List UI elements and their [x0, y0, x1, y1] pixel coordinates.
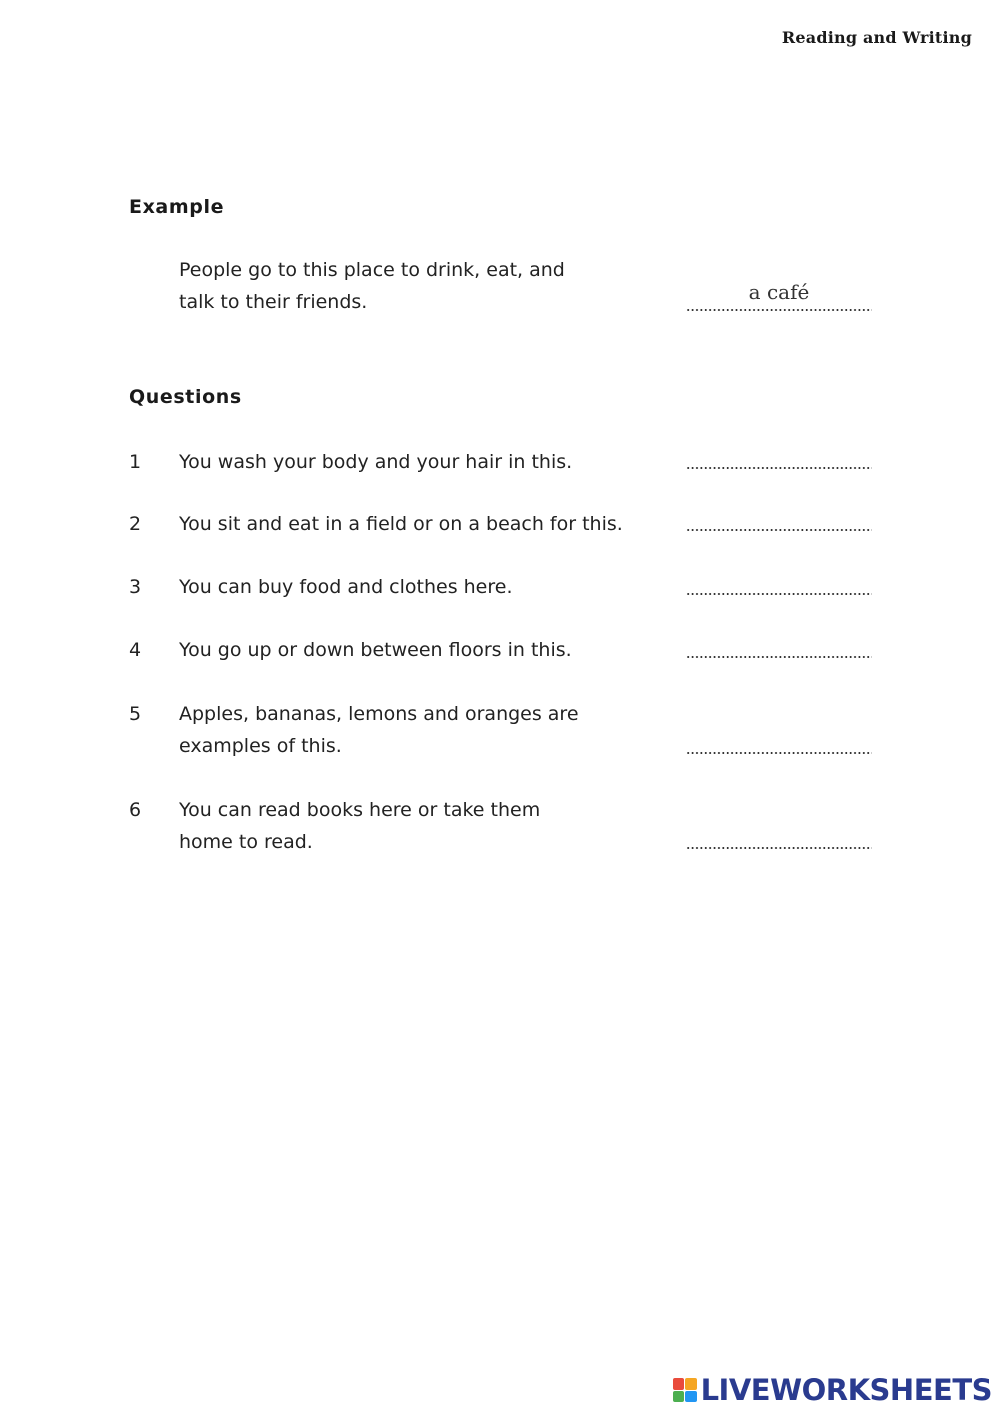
- question-number: 4: [129, 639, 142, 661]
- answer-line-4[interactable]: [686, 656, 872, 658]
- page-header-title: Reading and Writing: [781, 28, 972, 47]
- answer-line-3[interactable]: [686, 593, 872, 595]
- example-answer: a café: [748, 280, 810, 304]
- question-number: 3: [129, 576, 142, 598]
- example-line-2: talk to their friends.: [179, 291, 368, 313]
- liveworksheets-logo-icon: [673, 1378, 697, 1402]
- logo-square-icon: [685, 1391, 697, 1403]
- questions-heading: Questions: [129, 386, 242, 408]
- question-text: You can read books here or take them: [179, 799, 541, 821]
- question-text-continued: examples of this.: [179, 735, 342, 757]
- logo-square-icon: [673, 1378, 685, 1390]
- example-heading: Example: [129, 196, 225, 218]
- question-text: Apples, bananas, lemons and oranges are: [179, 703, 579, 725]
- question-number: 5: [129, 703, 142, 725]
- example-answer-line: [686, 309, 872, 311]
- question-text: You wash your body and your hair in this.: [179, 451, 573, 473]
- answer-line-6[interactable]: [686, 847, 872, 849]
- question-text: You can buy food and clothes here.: [179, 576, 513, 598]
- logo-square-icon: [685, 1378, 697, 1390]
- answer-line-1[interactable]: [686, 467, 872, 469]
- logo-square-icon: [673, 1391, 685, 1403]
- logo-text: LIVEWORKSHEETS: [700, 1373, 992, 1407]
- answer-line-5[interactable]: [686, 752, 872, 754]
- question-number: 1: [129, 451, 142, 473]
- answer-line-2[interactable]: [686, 529, 872, 531]
- liveworksheets-logo[interactable]: [673, 1373, 992, 1407]
- example-line-1: People go to this place to drink, eat, and: [179, 259, 565, 281]
- question-text: You sit and eat in a field or on a beach for this.: [179, 513, 623, 535]
- question-text-continued: home to read.: [179, 831, 313, 853]
- question-number: 2: [129, 513, 142, 535]
- question-text: You go up or down between floors in this.: [179, 639, 572, 661]
- question-number: 6: [129, 799, 142, 821]
